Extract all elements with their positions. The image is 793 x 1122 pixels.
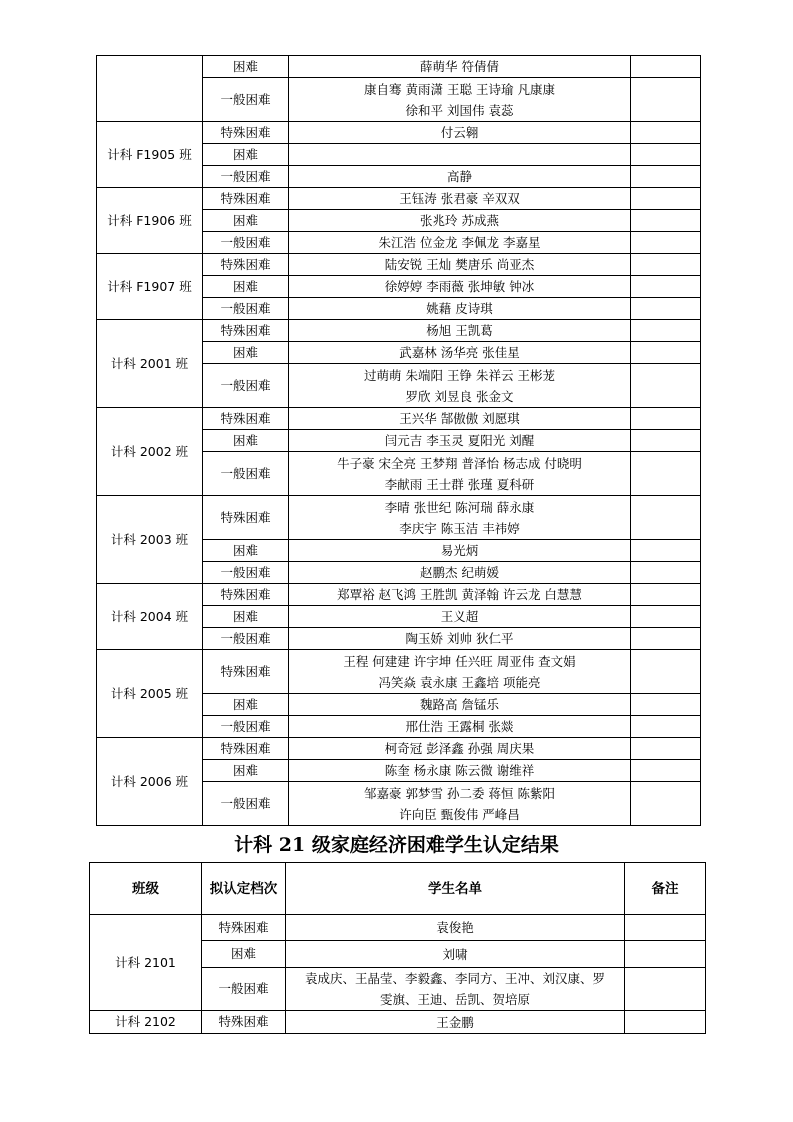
names-cell: 邢仕浩 王露桐 张燚 <box>289 716 631 738</box>
table-row <box>97 122 701 144</box>
names-cell: 袁成庆、王晶莹、李毅鑫、李同方、王冲、刘汉康、罗 雯旗、王迪、岳凯、贺培原 <box>286 968 625 1011</box>
level-cell: 一般困难 <box>203 782 289 826</box>
names-cell: 易光炳 <box>289 540 631 562</box>
level-cell: 一般困难 <box>203 298 289 320</box>
level-cell: 困难 <box>203 694 289 716</box>
section-title: 计科 21 级家庭经济困难学生认定结果 <box>234 834 559 856</box>
level-cell: 特殊困难 <box>202 1011 286 1034</box>
remark-cell <box>631 144 701 166</box>
names-cell: 高静 <box>289 166 631 188</box>
level-cell: 一般困难 <box>202 968 286 1011</box>
level-cell: 特殊困难 <box>203 254 289 276</box>
names-cell: 王兴华 郜傲傲 刘愿琪 <box>289 408 631 430</box>
table-row <box>90 915 706 941</box>
class-cell: 计科 2102 <box>90 1011 202 1034</box>
results-table-2019-2020 <box>96 55 701 826</box>
names-cell: 王程 何建建 许宇坤 任兴旺 周亚伟 查文娟 冯笑焱 袁永康 王鑫培 项能亮 <box>289 650 631 694</box>
remark-cell <box>631 254 701 276</box>
level-cell: 特殊困难 <box>203 122 289 144</box>
remark-cell <box>631 738 701 760</box>
table-header <box>90 863 706 915</box>
table-row <box>97 188 701 210</box>
level-cell: 特殊困难 <box>203 320 289 342</box>
level-cell: 特殊困难 <box>203 188 289 210</box>
remark-cell <box>631 782 701 826</box>
class-cell: 计科 2101 <box>90 915 202 1011</box>
remark-cell <box>631 320 701 342</box>
remark-cell <box>631 606 701 628</box>
remark-cell <box>625 1011 706 1034</box>
names-cell: 陶玉娇 刘帅 狄仁平 <box>289 628 631 650</box>
names-cell: 袁俊艳 <box>286 915 625 941</box>
remark-cell <box>631 342 701 364</box>
level-cell: 困难 <box>203 276 289 298</box>
table-row <box>97 254 701 276</box>
names-cell: 李晴 张世纪 陈河瑞 薛永康 李庆宇 陈玉洁 丰祎婷 <box>289 496 631 540</box>
class-cell: 计科 F1905 班 <box>97 122 203 188</box>
class-cell: 计科 F1907 班 <box>97 254 203 320</box>
remark-cell <box>631 628 701 650</box>
table-row <box>97 738 701 760</box>
names-cell: 王金鹏 <box>286 1011 625 1034</box>
level-cell: 一般困难 <box>203 232 289 254</box>
level-cell: 困难 <box>203 540 289 562</box>
remark-cell <box>631 716 701 738</box>
names-cell: 邹嘉豪 郭梦雪 孙二委 蒋恒 陈紫阳 许向臣 甄俊伟 严峰昌 <box>289 782 631 826</box>
level-cell: 特殊困难 <box>203 496 289 540</box>
remark-cell <box>631 166 701 188</box>
remark-cell <box>631 210 701 232</box>
level-cell: 困难 <box>203 144 289 166</box>
table-row <box>97 408 701 430</box>
level-cell: 一般困难 <box>203 78 289 122</box>
names-cell: 武嘉林 汤华亮 张佳星 <box>289 342 631 364</box>
table-row <box>97 320 701 342</box>
level-cell: 一般困难 <box>203 364 289 408</box>
names-cell: 刘啸 <box>286 941 625 968</box>
results-table-2021 <box>89 862 706 1034</box>
header-class: 班级 <box>90 863 202 915</box>
remark-cell <box>631 78 701 122</box>
level-cell: 特殊困难 <box>203 408 289 430</box>
level-cell: 困难 <box>203 210 289 232</box>
remark-cell <box>631 496 701 540</box>
level-cell: 一般困难 <box>203 716 289 738</box>
header-level: 拟认定档次 <box>202 863 286 915</box>
level-cell: 一般困难 <box>203 452 289 496</box>
names-cell: 陈奎 杨永康 陈云微 谢维祥 <box>289 760 631 782</box>
remark-cell <box>631 122 701 144</box>
remark-cell <box>631 452 701 496</box>
level-cell: 困难 <box>203 430 289 452</box>
table-row <box>97 496 701 540</box>
names-cell: 陆安锐 王灿 樊唐乐 尚亚杰 <box>289 254 631 276</box>
names-cell: 张兆玲 苏成燕 <box>289 210 631 232</box>
table-row <box>97 584 701 606</box>
remark-cell <box>631 430 701 452</box>
level-cell: 一般困难 <box>203 628 289 650</box>
level-cell: 困难 <box>203 606 289 628</box>
class-cell: 计科 2003 班 <box>97 496 203 584</box>
remark-cell <box>631 540 701 562</box>
header-row <box>90 863 706 915</box>
remark-cell <box>631 276 701 298</box>
names-cell: 徐婷婷 李雨薇 张坤敏 钟冰 <box>289 276 631 298</box>
class-cell: 计科 2004 班 <box>97 584 203 650</box>
table-body <box>97 56 701 826</box>
table-row <box>97 56 701 78</box>
table-body <box>90 915 706 1034</box>
remark-cell <box>631 694 701 716</box>
level-cell: 困难 <box>202 941 286 968</box>
names-cell: 牛子豪 宋全亮 王梦翔 普泽怡 杨志成 付晓明 李献雨 王士群 张瑾 夏科研 <box>289 452 631 496</box>
remark-cell <box>631 364 701 408</box>
level-cell: 特殊困难 <box>203 738 289 760</box>
level-cell: 特殊困难 <box>203 650 289 694</box>
table-row <box>97 650 701 694</box>
names-cell: 柯奇冠 彭泽鑫 孙强 周庆果 <box>289 738 631 760</box>
names-cell: 闫元吉 李玉灵 夏阳光 刘醒 <box>289 430 631 452</box>
level-cell: 困难 <box>203 342 289 364</box>
names-cell: 杨旭 王凯葛 <box>289 320 631 342</box>
remark-cell <box>625 968 706 1011</box>
names-cell: 薛萌华 符倩倩 <box>289 56 631 78</box>
header-remark: 备注 <box>625 863 706 915</box>
class-cell: 计科 2002 班 <box>97 408 203 496</box>
names-cell: 赵鹏杰 纪萌媛 <box>289 562 631 584</box>
class-cell: 计科 2005 班 <box>97 650 203 738</box>
names-cell: 郑覃裕 赵飞鸿 王胜凯 黄泽翰 许云龙 白慧慧 <box>289 584 631 606</box>
names-cell <box>289 144 631 166</box>
remark-cell <box>631 760 701 782</box>
remark-cell <box>631 232 701 254</box>
remark-cell <box>631 56 701 78</box>
remark-cell <box>625 941 706 968</box>
names-cell: 魏路高 詹锰乐 <box>289 694 631 716</box>
level-cell: 一般困难 <box>203 562 289 584</box>
remark-cell <box>631 408 701 430</box>
remark-cell <box>631 298 701 320</box>
remark-cell <box>631 584 701 606</box>
remark-cell <box>625 915 706 941</box>
names-cell: 姚藉 皮诗琪 <box>289 298 631 320</box>
names-cell: 康自骞 黄雨潇 王聪 王诗瑜 凡康康 徐和平 刘国伟 袁蕊 <box>289 78 631 122</box>
class-cell: 计科 2006 班 <box>97 738 203 826</box>
class-cell: 计科 F1906 班 <box>97 188 203 254</box>
class-cell <box>97 56 203 122</box>
table-row <box>90 1011 706 1034</box>
class-cell: 计科 2001 班 <box>97 320 203 408</box>
level-cell: 一般困难 <box>203 166 289 188</box>
remark-cell <box>631 650 701 694</box>
level-cell: 困难 <box>203 56 289 78</box>
names-cell: 朱江浩 位金龙 李佩龙 李嘉星 <box>289 232 631 254</box>
remark-cell <box>631 562 701 584</box>
names-cell: 王义超 <box>289 606 631 628</box>
level-cell: 特殊困难 <box>203 584 289 606</box>
level-cell: 困难 <box>203 760 289 782</box>
level-cell: 特殊困难 <box>202 915 286 941</box>
names-cell: 付云翱 <box>289 122 631 144</box>
names-cell: 王钰涛 张君豪 辛双双 <box>289 188 631 210</box>
header-names: 学生名单 <box>286 863 625 915</box>
names-cell: 过萌萌 朱端阳 王铮 朱祥云 王彬茏 罗欣 刘昱良 张金文 <box>289 364 631 408</box>
remark-cell <box>631 188 701 210</box>
